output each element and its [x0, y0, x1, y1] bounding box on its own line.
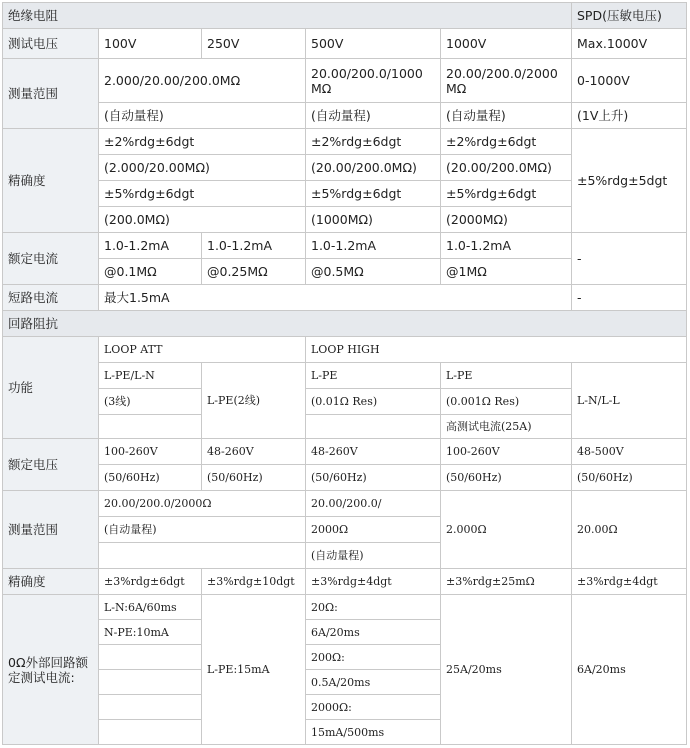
- loop-section-header: [3, 311, 687, 337]
- table-cell: 1.0-1.2mA: [99, 233, 202, 259]
- loop-range-row: [3, 491, 687, 517]
- table-cell: @0.1MΩ: [99, 259, 202, 285]
- loop-voltage-row: [3, 439, 687, 465]
- table-cell: (20.00/200.0MΩ): [306, 155, 441, 181]
- table-cell: 48-500V: [572, 439, 687, 465]
- table-cell: [99, 645, 202, 670]
- table-cell: L-PE:15mA: [202, 595, 306, 745]
- table-cell: 20.00/200.0/2000Ω: [99, 491, 306, 517]
- table-cell: 500V: [306, 29, 441, 59]
- table-cell: (50/60Hz): [572, 465, 687, 491]
- table-cell: LOOP ATT: [99, 337, 306, 363]
- row-label: 测量范围: [3, 491, 99, 569]
- table-cell: L-PE: [441, 363, 572, 389]
- table-cell: (2000MΩ): [441, 207, 572, 233]
- table-cell: (1V上升): [572, 103, 687, 129]
- table-cell: ±5%rdg±6dgt: [306, 181, 441, 207]
- table-cell: 20.00/200.0/1000 MΩ: [306, 59, 441, 103]
- table-cell: Max.1000V: [572, 29, 687, 59]
- table-cell: L-N/L-L: [572, 363, 687, 439]
- table-cell: -: [572, 233, 687, 285]
- table-cell: (自动量程): [99, 103, 306, 129]
- insulation-accuracy-row: [3, 129, 687, 155]
- table-cell: (自动量程): [441, 103, 572, 129]
- row-label: 精确度: [3, 569, 99, 595]
- insulation-range-row: [3, 103, 687, 129]
- table-cell: L-PE: [306, 363, 441, 389]
- insulation-section-title: 绝缘电阻: [3, 3, 572, 29]
- table-cell: ±3%rdg±4dgt: [572, 569, 687, 595]
- table-cell: 1.0-1.2mA: [306, 233, 441, 259]
- table-cell: (50/60Hz): [202, 465, 306, 491]
- table-cell: 48-260V: [306, 439, 441, 465]
- table-cell: (1000MΩ): [306, 207, 441, 233]
- table-cell: 20.00/200.0/: [306, 491, 441, 517]
- row-label: 0Ω外部回路额定测试电流:: [3, 595, 99, 745]
- table-cell: -: [572, 285, 687, 311]
- row-label: 功能: [3, 337, 99, 439]
- table-cell: @0.5MΩ: [306, 259, 441, 285]
- table-cell: (自动量程): [306, 103, 441, 129]
- insulation-current-row: [3, 233, 687, 259]
- loop-accuracy-row: [3, 569, 687, 595]
- table-cell: ±5%rdg±5dgt: [572, 129, 687, 233]
- row-label: 额定电流: [3, 233, 99, 285]
- table-cell: (50/60Hz): [306, 465, 441, 491]
- table-cell: (50/60Hz): [441, 465, 572, 491]
- row-label: 测量范围: [3, 59, 99, 129]
- row-label: 额定电压: [3, 439, 99, 491]
- table-cell: 15mA/500ms: [306, 720, 441, 745]
- table-cell: @1MΩ: [441, 259, 572, 285]
- table-cell: 最大1.5mA: [99, 285, 572, 311]
- table-cell: 0-1000V: [572, 59, 687, 103]
- table-cell: ±2%rdg±6dgt: [441, 129, 572, 155]
- table-cell: 1000V: [441, 29, 572, 59]
- table-cell: (0.01Ω Res): [306, 389, 441, 415]
- table-cell: 250V: [202, 29, 306, 59]
- table-cell: (自动量程): [99, 517, 306, 543]
- table-cell: 6A/20ms: [306, 620, 441, 645]
- table-cell: ±2%rdg±6dgt: [306, 129, 441, 155]
- table-cell: ±2%rdg±6dgt: [99, 129, 306, 155]
- table-cell: 100-260V: [441, 439, 572, 465]
- table-cell: 0.5A/20ms: [306, 670, 441, 695]
- row-label: 测试电压: [3, 29, 99, 59]
- table-cell: LOOP HIGH: [306, 337, 687, 363]
- spd-section-title: SPD(压敏电压): [572, 3, 687, 29]
- table-cell: ±3%rdg±25mΩ: [441, 569, 572, 595]
- table-cell: [306, 415, 441, 439]
- table-cell: (200.0MΩ): [99, 207, 306, 233]
- insulation-range-row: [3, 59, 687, 103]
- insulation-section-header: [3, 3, 687, 29]
- table-cell: [99, 720, 202, 745]
- table-cell: 48-260V: [202, 439, 306, 465]
- loop-section-title: 回路阻抗: [3, 311, 687, 337]
- table-cell: 6A/20ms: [572, 595, 687, 745]
- row-label: 精确度: [3, 129, 99, 233]
- insulation-test-voltage-row: [3, 29, 687, 59]
- loop-function-row: [3, 363, 687, 389]
- table-cell: 1.0-1.2mA: [202, 233, 306, 259]
- table-cell: (自动量程): [306, 543, 441, 569]
- table-cell: (2.000/20.00MΩ): [99, 155, 306, 181]
- table-cell: ±3%rdg±10dgt: [202, 569, 306, 595]
- insulation-short-circuit-row: [3, 285, 687, 311]
- table-cell: 100-260V: [99, 439, 202, 465]
- table-cell: [99, 670, 202, 695]
- table-cell: L-PE/L-N: [99, 363, 202, 389]
- spec-table: [2, 2, 687, 745]
- table-cell: [99, 695, 202, 720]
- row-label: 短路电流: [3, 285, 99, 311]
- table-cell: 25A/20ms: [441, 595, 572, 745]
- table-cell: 2000Ω: [306, 517, 441, 543]
- table-cell: ±3%rdg±4dgt: [306, 569, 441, 595]
- table-cell: L-PE(2线): [202, 363, 306, 439]
- table-cell: N-PE:10mA: [99, 620, 202, 645]
- table-cell: 200Ω:: [306, 645, 441, 670]
- table-cell: ±5%rdg±6dgt: [99, 181, 306, 207]
- table-cell: 100V: [99, 29, 202, 59]
- table-cell: ±5%rdg±6dgt: [441, 181, 572, 207]
- table-cell: (3线): [99, 389, 202, 415]
- table-cell: 20.00/200.0/2000 MΩ: [441, 59, 572, 103]
- table-cell: [99, 543, 306, 569]
- table-cell: 20.00Ω: [572, 491, 687, 569]
- loop-function-row: [3, 337, 687, 363]
- table-cell: L-N:6A/60ms: [99, 595, 202, 620]
- table-cell: 20Ω:: [306, 595, 441, 620]
- table-cell: 2000Ω:: [306, 695, 441, 720]
- table-cell: (0.001Ω Res): [441, 389, 572, 415]
- table-cell: [99, 415, 202, 439]
- table-cell: ±3%rdg±6dgt: [99, 569, 202, 595]
- table-cell: (50/60Hz): [99, 465, 202, 491]
- table-cell: (20.00/200.0MΩ): [441, 155, 572, 181]
- table-cell: @0.25MΩ: [202, 259, 306, 285]
- table-cell: 2.000/20.00/200.0MΩ: [99, 59, 306, 103]
- table-cell: 1.0-1.2mA: [441, 233, 572, 259]
- table-cell: 高测试电流(25A): [441, 415, 572, 439]
- table-cell: 2.000Ω: [441, 491, 572, 569]
- loop-test-current-row: [3, 595, 687, 620]
- loop-voltage-row: [3, 465, 687, 491]
